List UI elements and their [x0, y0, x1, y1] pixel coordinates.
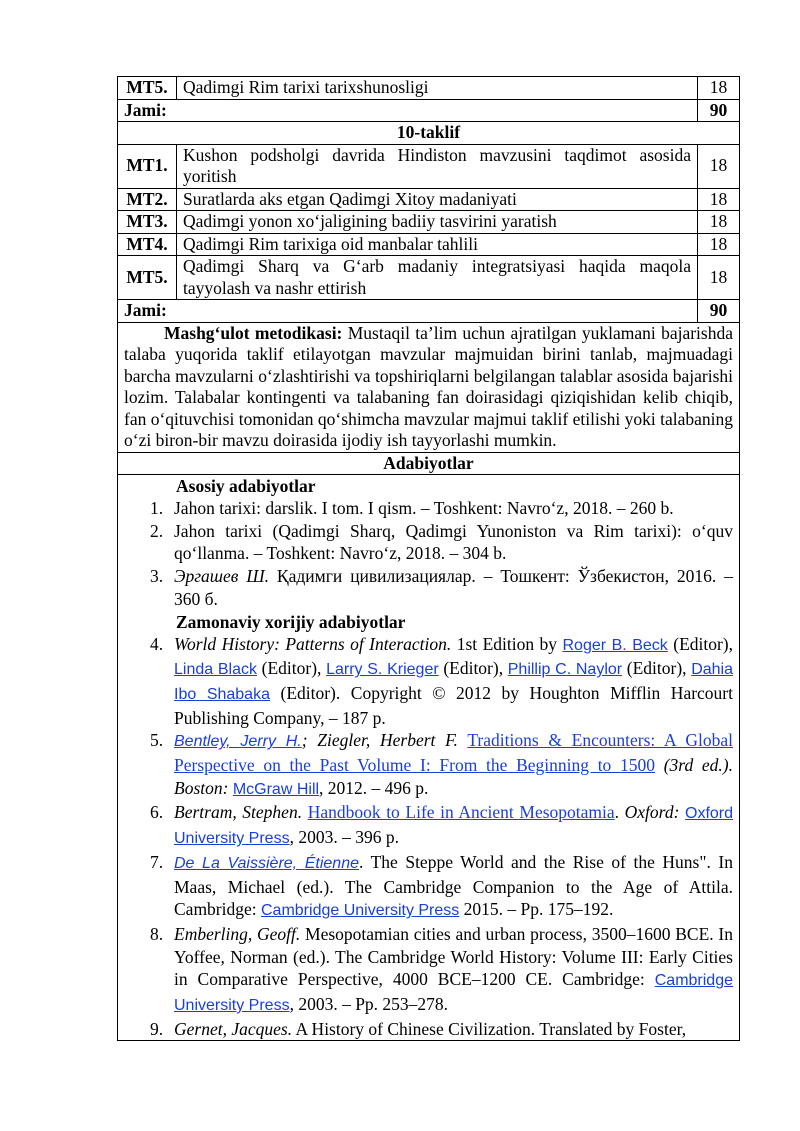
topic-code: MT2. — [118, 188, 177, 211]
author-link[interactable]: Bentley, Jerry H. — [174, 733, 302, 751]
publisher-link[interactable]: Cambridge University Press — [261, 902, 460, 920]
table-row — [118, 77, 740, 100]
reference-text: 2015. – Pp. 175–192. — [459, 899, 614, 920]
methodology-label: Mashg‘ulot metodikasi: — [164, 322, 343, 343]
reference-item — [124, 923, 733, 1018]
topic-hours: 18 — [698, 211, 740, 234]
reference-text: (3rd ed.). Boston: — [174, 755, 733, 798]
reference-number: 6. — [150, 802, 164, 823]
reference-text — [458, 730, 467, 750]
topic-code: MT1. — [118, 144, 177, 188]
reference-text: , 2003. – Pp. 253–278. — [289, 994, 449, 1015]
editor-link[interactable]: Phillip C. Naylor — [507, 661, 623, 679]
reference-number: 5. — [150, 730, 164, 751]
reference-item — [124, 1018, 733, 1041]
editor-link[interactable]: Dahia Ibo Shabaka — [174, 661, 734, 703]
reference-text: (Editor), — [438, 658, 508, 679]
publisher-link[interactable]: Cambridge University Press — [174, 972, 733, 1015]
total-row — [118, 99, 740, 122]
reference-place: Oxford: — [624, 802, 680, 823]
reference-number: 2. — [150, 520, 164, 541]
literature-row — [118, 475, 740, 1041]
editor-link[interactable]: Larry S. Krieger — [326, 661, 439, 679]
table-row — [118, 233, 740, 256]
topic-title: Suratlarda aks etgan Qadimgi Xitoy madaniyati — [177, 188, 698, 211]
topic-code: MT5. — [118, 77, 177, 100]
proposal-heading-row — [118, 122, 740, 145]
table-row — [118, 211, 740, 234]
reference-text: Қадимги цивилизациялар. – Тошкент: Ўзбекистон, 2016. – 360 б. — [174, 566, 733, 609]
table-row — [118, 256, 740, 300]
reference-text: . — [614, 802, 625, 823]
publisher-link[interactable]: McGraw Hill — [232, 780, 320, 798]
basic-literature-heading: Asosiy adabiyotlar — [176, 476, 316, 496]
editor-link[interactable]: Linda Black — [174, 661, 257, 679]
title-link[interactable]: Handbook to Life in Ancient Mesopotamia — [307, 802, 615, 823]
proposal-heading: 10-taklif — [118, 122, 740, 145]
reference-number: 8. — [150, 923, 164, 944]
reference-list — [124, 633, 733, 1041]
reference-list — [124, 497, 733, 611]
editor-link[interactable]: Roger B. Beck — [562, 636, 668, 654]
reference-number: 4. — [150, 633, 164, 654]
course-topics-table — [117, 76, 740, 1041]
reference-number: 1. — [150, 498, 164, 518]
page — [117, 76, 740, 1041]
reference-text: A History of Chinese Civilization. Translated by Foster, — [292, 1018, 687, 1039]
reference-text: . The Steppe World and the Rise of the Huns". In Maas, Michael (ed.). The Cambridge Companion to the Age of Attila. Cambridge: — [174, 851, 733, 920]
methodology-row — [118, 322, 740, 452]
total-value: 90 — [698, 99, 740, 122]
topic-hours: 18 — [698, 188, 740, 211]
table-row — [118, 144, 740, 188]
topic-code: MT3. — [118, 211, 177, 234]
reference-item — [124, 729, 733, 801]
reference-number: 3. — [150, 566, 164, 587]
topic-title: Qadimgi Rim tarixi tarixshunosligi — [177, 77, 698, 100]
reference-author: Gernet, Jacques. — [174, 1018, 293, 1039]
reference-item — [124, 520, 733, 565]
reference-text: (Editor), — [257, 658, 327, 679]
reference-item — [124, 801, 733, 850]
reference-text: 1st Edition by — [451, 633, 563, 654]
literature-heading-row — [118, 452, 740, 475]
reference-item — [124, 851, 733, 923]
reference-text: (Editor), — [667, 633, 734, 654]
topic-hours: 18 — [698, 233, 740, 256]
publisher-link[interactable]: Oxford University Press — [174, 805, 734, 848]
reference-author: ; Ziegler, Herbert F. — [301, 730, 458, 751]
topic-code: MT4. — [118, 233, 177, 256]
reference-author: Эргашев Ш. — [174, 566, 269, 587]
topic-hours: 18 — [698, 144, 740, 188]
table-row — [118, 188, 740, 211]
reference-text: (Editor). Copyright © 2012 by Houghton Mifflin Harcourt Publishing Company, – 187 p. — [174, 682, 733, 728]
reference-text: Jahon tarixi: darslik. I tom. I qism. – Toshkent: Navro‘z, 2018. – 260 b. — [174, 498, 674, 518]
reference-number: 9. — [150, 1018, 164, 1039]
title-link[interactable]: Traditions & Encounters: A Global Perspective on the Past Volume I: From the Beginning to 1500 — [174, 730, 734, 776]
reference-author: Bertram, Stephen. — [174, 802, 303, 823]
reference-text: (Editor), — [622, 658, 692, 679]
reference-item — [124, 497, 733, 520]
reference-text: Jahon tarixi (Qadimgi Sharq, Qadimgi Yunoniston va Rim tarixi): o‘quv qo‘llanma. – Toshkent: Navro‘z, 2018. – 304 b. — [174, 520, 733, 564]
reference-text: Mesopotamian cities and urban process, 3500–1600 BCE. In Yoffee, Norman (ed.). The Cambridge World History: Volume III: Early Cities in Comparative Perspective, 4000 BCE–1200 CE. Cambridge: — [174, 923, 733, 990]
literature-heading: Adabiyotlar — [118, 452, 740, 475]
total-label: Jami: — [118, 300, 698, 323]
topic-code: MT5. — [118, 256, 177, 300]
topic-title: Kushon podsholgi davrida Hindiston mavzusini taqdimot asosida yoritish — [177, 144, 698, 188]
total-label: Jami: — [118, 99, 698, 122]
topic-title: Qadimgi yonon xo‘jaligining badiiy tasvirini yaratish — [177, 211, 698, 234]
reference-author: Emberling, Geoff. — [174, 923, 301, 944]
topic-hours: 18 — [698, 256, 740, 300]
reference-text: , 2012. – 496 p. — [319, 777, 429, 798]
methodology-paragraph — [118, 322, 740, 452]
literature-list-cell — [118, 475, 740, 1041]
topic-hours: 18 — [698, 77, 740, 100]
reference-item — [124, 565, 733, 610]
topic-title: Qadimgi Rim tarixiga oid manbalar tahlili — [177, 233, 698, 256]
total-row — [118, 300, 740, 323]
author-link[interactable]: De La Vaissière, Étienne — [174, 854, 359, 872]
reference-title: World History: Patterns of Interaction. — [174, 633, 452, 654]
reference-number: 7. — [150, 851, 164, 872]
total-value: 90 — [698, 300, 740, 323]
topic-title: Qadimgi Sharq va G‘arb madaniy integratsiyasi haqida maqola tayyolash va nashr ettirish — [177, 256, 698, 300]
reference-item — [124, 633, 733, 730]
modern-literature-heading: Zamonaviy xorijiy adabiyotlar — [176, 611, 406, 632]
reference-text: , 2003. – 396 p. — [289, 827, 399, 848]
methodology-text: Mustaqil ta’lim uchun ajratilgan yuklamani bajarishda talaba yuqorida taklif etilayotgan mavzular majmuidan birini tanlab, majmuadagi barcha mavzularni o‘zlashtirishi va topshiriqlarni belgilangan talablar asosida bajarishi lozim. Talabalar kontingenti va talabaning fan doirasidagi qiziqishidan kelib chiqib, fan o‘qituvchisi tomonidan qo‘shimcha mavzular majmui taklif etilishi yoki talabaning o‘zi biron-bir mavzu doirasida ijodiy ish tayyorlashi mumkin. — [124, 322, 733, 450]
